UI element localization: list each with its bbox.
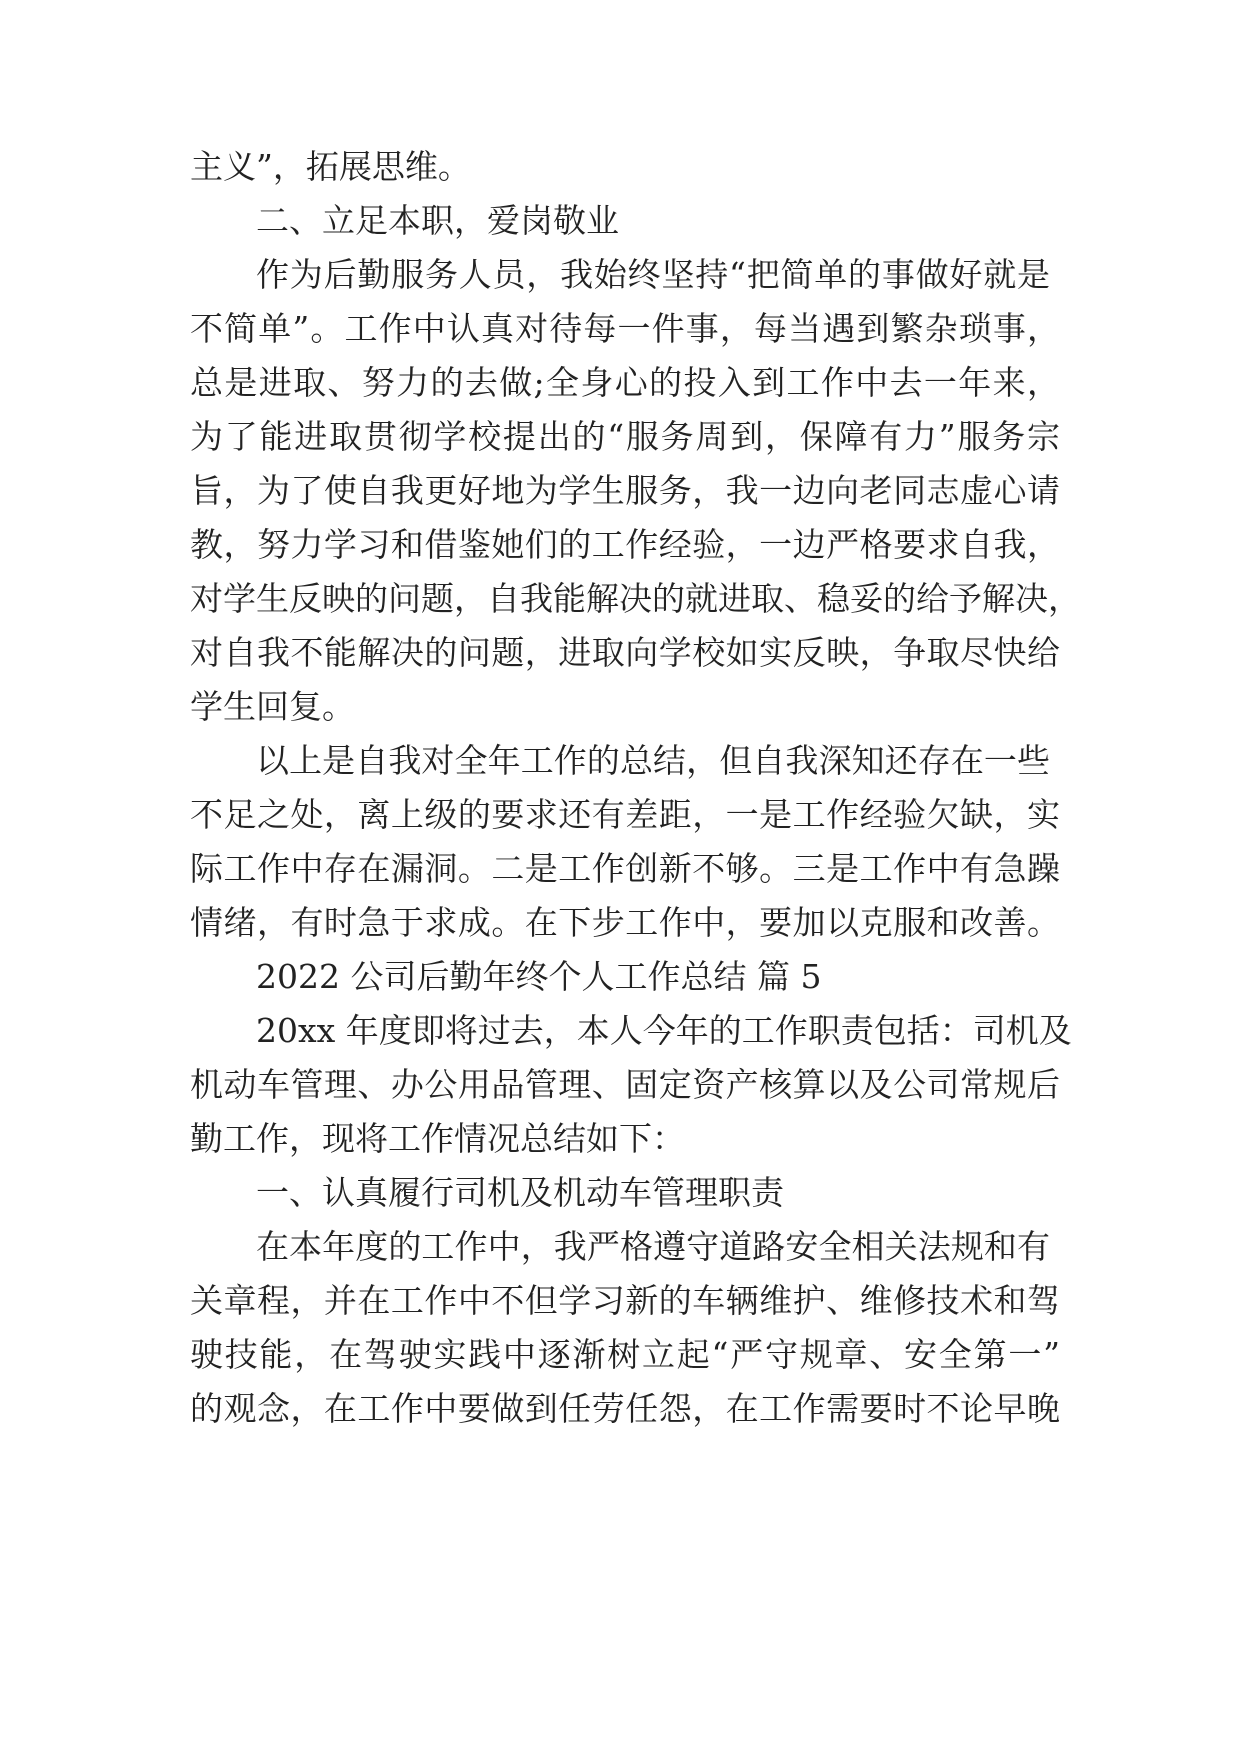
text-line: 对学生反映的问题，自我能解决的就进取、稳妥的给予解决， <box>190 579 1081 618</box>
article-title: 2022 公司后勤年终个人工作总结 篇 5 <box>256 957 822 996</box>
text-line: 不足之处，离上级的要求还有差距，一是工作经验欠缺，实 <box>190 795 1060 834</box>
text-line: 关章程，并在工作中不但学习新的车辆维护、维修技术和驾 <box>190 1281 1060 1320</box>
text-line: 机动车管理、办公用品管理、固定资产核算以及公司常规后 <box>190 1065 1060 1104</box>
text-line: 以上是自我对全年工作的总结，但自我深知还存在一些 <box>256 741 1050 780</box>
text-line: 学生回复。 <box>190 687 355 726</box>
text-line: 主义”，拓展思维。 <box>190 147 471 186</box>
text-line: 驶技能，在驾驶实践中逐渐树立起“严守规章、安全第一” <box>190 1335 1060 1374</box>
text-line: 对自我不能解决的问题，进取向学校如实反映，争取尽快给 <box>190 633 1060 672</box>
section-heading: 二、立足本职，爱岗敬业 <box>256 201 619 240</box>
text-line: 总是进取、努力的去做;全身心的投入到工作中去一年来， <box>190 363 1060 402</box>
text-line: 的观念，在工作中要做到任劳任怨，在工作需要时不论早晚 <box>190 1389 1060 1428</box>
text-line: 20xx 年度即将过去，本人今年的工作职责包括：司机及 <box>256 1011 1072 1050</box>
text-line: 作为后勤服务人员，我始终坚持“把简单的事做好就是 <box>256 255 1050 294</box>
text-line: 为了能进取贯彻学校提出的“服务周到，保障有力”服务宗 <box>190 417 1060 456</box>
text-line: 不简单”。工作中认真对待每一件事，每当遇到繁杂琐事， <box>190 309 1060 348</box>
text-line: 在本年度的工作中，我严格遵守道路安全相关法规和有 <box>256 1227 1050 1266</box>
text-line: 际工作中存在漏洞。二是工作创新不够。三是工作中有急躁 <box>190 849 1060 888</box>
text-line: 教，努力学习和借鉴她们的工作经验，一边严格要求自我， <box>190 525 1060 564</box>
text-line: 勤工作，现将工作情况总结如下： <box>190 1119 685 1158</box>
text-line: 旨，为了使自我更好地为学生服务，我一边向老同志虚心请 <box>190 471 1060 510</box>
text-line: 情绪，有时急于求成。在下步工作中，要加以克服和改善。 <box>190 903 1060 942</box>
section-heading: 一、认真履行司机及机动车管理职责 <box>256 1173 784 1212</box>
